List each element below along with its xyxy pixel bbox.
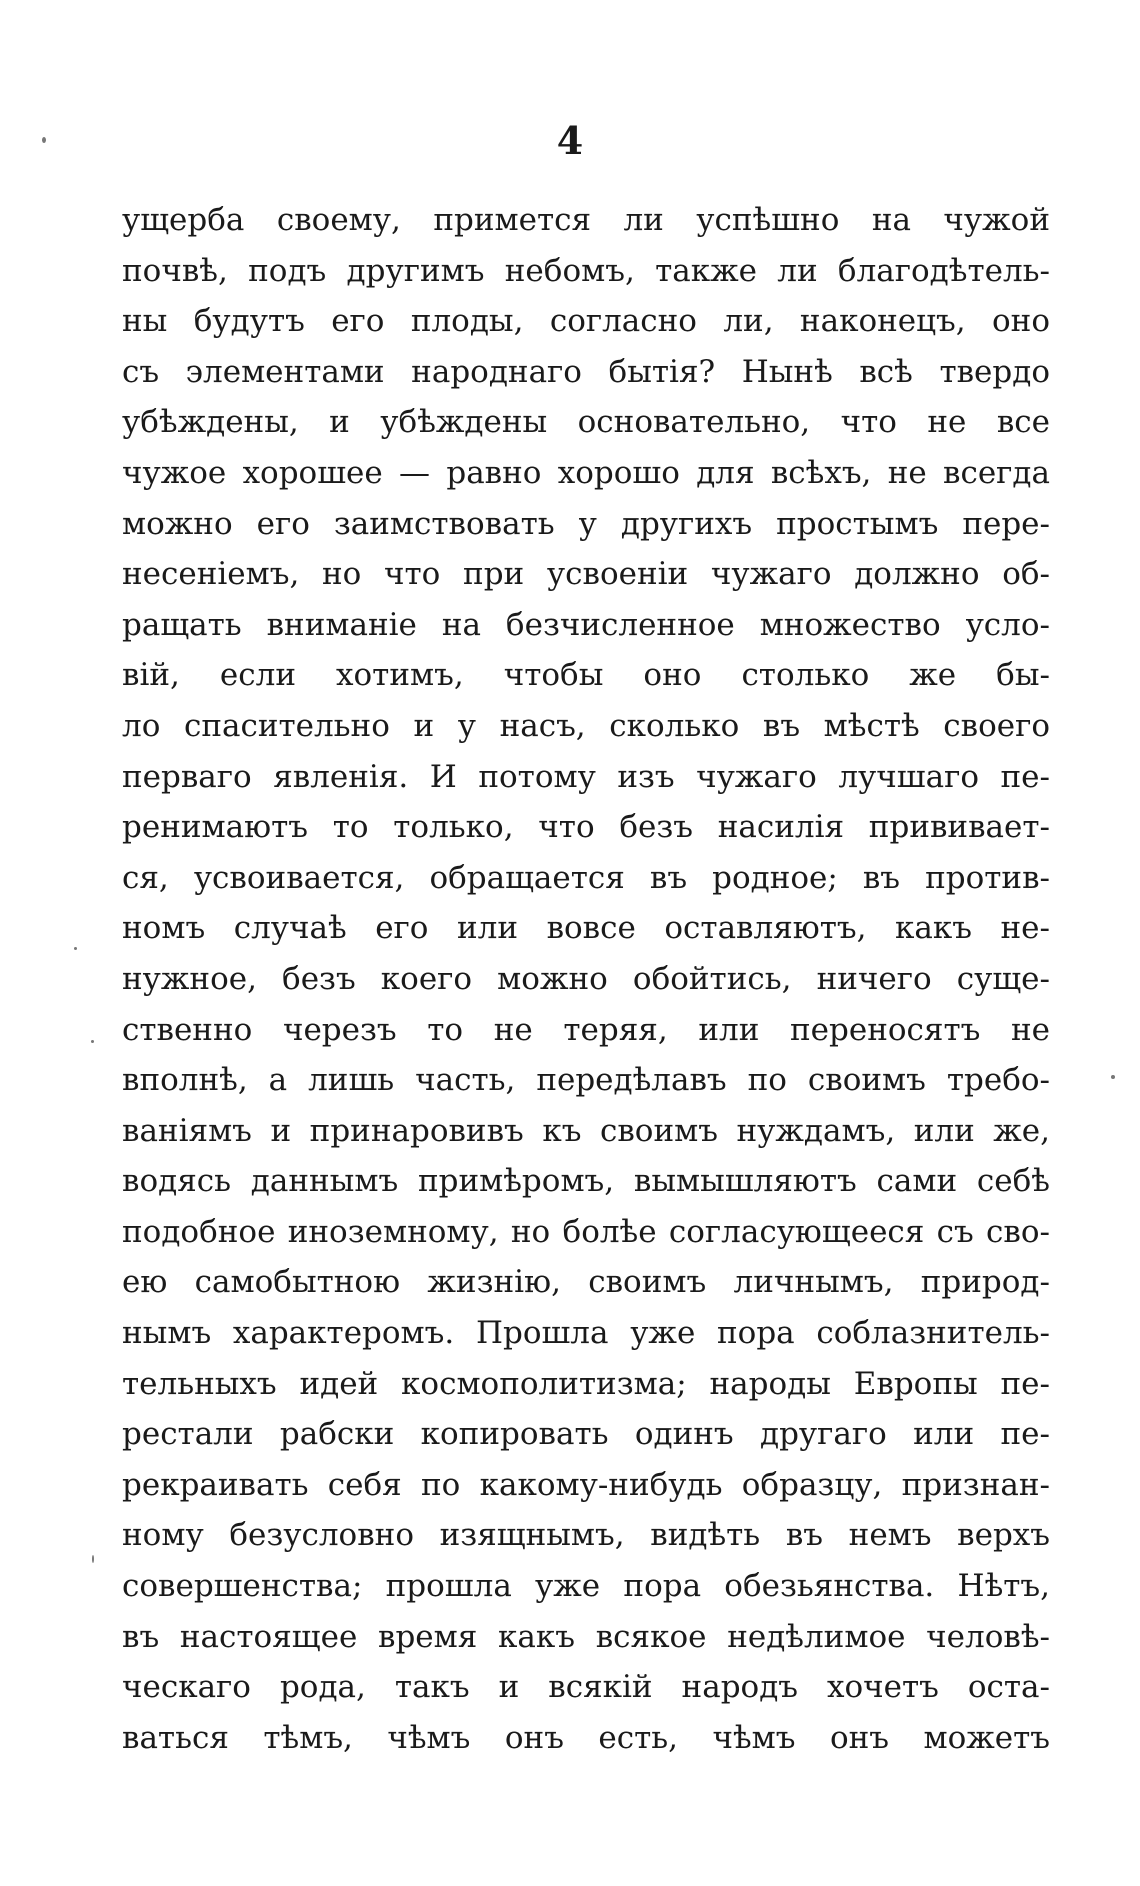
- text-line: рекраивать себя по какому-нибудь образцу, признан-: [122, 1466, 1050, 1503]
- text-line: тельныхъ идей космополитизма; народы Европы пе-: [122, 1365, 1050, 1402]
- text-line: ваться тѣмъ, чѣмъ онъ есть, чѣмъ онъ можетъ: [122, 1719, 1050, 1756]
- text-line: ваніямъ и принаровивъ къ своимъ нуждамъ, или же,: [122, 1112, 1050, 1149]
- text-line: вій, если хотимъ, чтобы оно столько же бы-: [122, 657, 1050, 694]
- text-line: ственно черезъ то не теряя, или переносятъ не: [122, 1011, 1050, 1048]
- scan-speck: [91, 1040, 94, 1043]
- text-line: ся, усвоивается, обращается въ родное; въ против-: [122, 859, 1050, 896]
- text-line: ращать вниманіе на безчисленное множество усло-: [122, 606, 1050, 643]
- text-line: перваго явленія. И потому изъ чужаго лучшаго пе-: [122, 758, 1050, 795]
- text-line: можно его заимствовать у другихъ простымъ пере-: [122, 505, 1050, 542]
- text-line: ло спасительно и у насъ, сколько въ мѣстѣ своего: [122, 707, 1050, 744]
- scan-speck: [92, 1555, 94, 1563]
- text-line: ческаго рода, такъ и всякій народъ хочетъ оста-: [122, 1669, 1050, 1706]
- text-line: ущерба своему, примется ли успѣшно на чужой: [122, 202, 1050, 238]
- text-line: нымъ характеромъ. Прошла уже пора соблазнитель-: [122, 1315, 1050, 1352]
- text-line: подобное иноземному, но болѣе согласующееся съ сво-: [122, 1213, 1050, 1250]
- text-line: водясь даннымъ примѣромъ, вымышляютъ сами себѣ: [122, 1163, 1050, 1200]
- text-line: совершенства; прошла уже пора обезьянства. Нѣтъ,: [122, 1568, 1050, 1605]
- text-line: нужное, безъ коего можно обойтись, ничего суще-: [122, 960, 1050, 997]
- text-line: въ настоящее время какъ всякое недѣлимое человѣ-: [122, 1618, 1050, 1655]
- text-line: рестали рабски копировать одинъ другаго или пе-: [122, 1416, 1050, 1453]
- scan-speck: [74, 947, 77, 950]
- text-line: несеніемъ, но что при усвоеніи чужаго должно об-: [122, 556, 1050, 593]
- text-line: почвѣ, подъ другимъ небомъ, также ли благодѣтель-: [122, 252, 1050, 289]
- text-line: съ элементами народнаго бытія? Нынѣ всѣ твердо: [122, 353, 1050, 390]
- scan-speck: [1111, 1075, 1115, 1079]
- text-line: ренимаютъ то только, что безъ насилія прививает-: [122, 809, 1050, 846]
- text-line: ею самобытною жизнію, своимъ личнымъ, природ-: [122, 1264, 1050, 1301]
- text-line: убѣждены, и убѣждены основательно, что не все: [122, 404, 1050, 441]
- text-line: ны будутъ его плоды, согласно ли, наконецъ, оно: [122, 303, 1050, 340]
- text-line: номъ случаѣ его или вовсе оставляютъ, какъ не-: [122, 910, 1050, 947]
- page-number: 4: [556, 118, 584, 163]
- text-line: ному безусловно изящнымъ, видѣть въ немъ верхъ: [122, 1517, 1050, 1554]
- text-line: чужое хорошее — равно хорошо для всѣхъ, не всегда: [122, 454, 1050, 491]
- text-line: вполнѣ, а лишь часть, передѣлавъ по своимъ требо-: [122, 1062, 1050, 1099]
- body-text: [122, 195, 1050, 1763]
- scan-speck: [42, 137, 46, 143]
